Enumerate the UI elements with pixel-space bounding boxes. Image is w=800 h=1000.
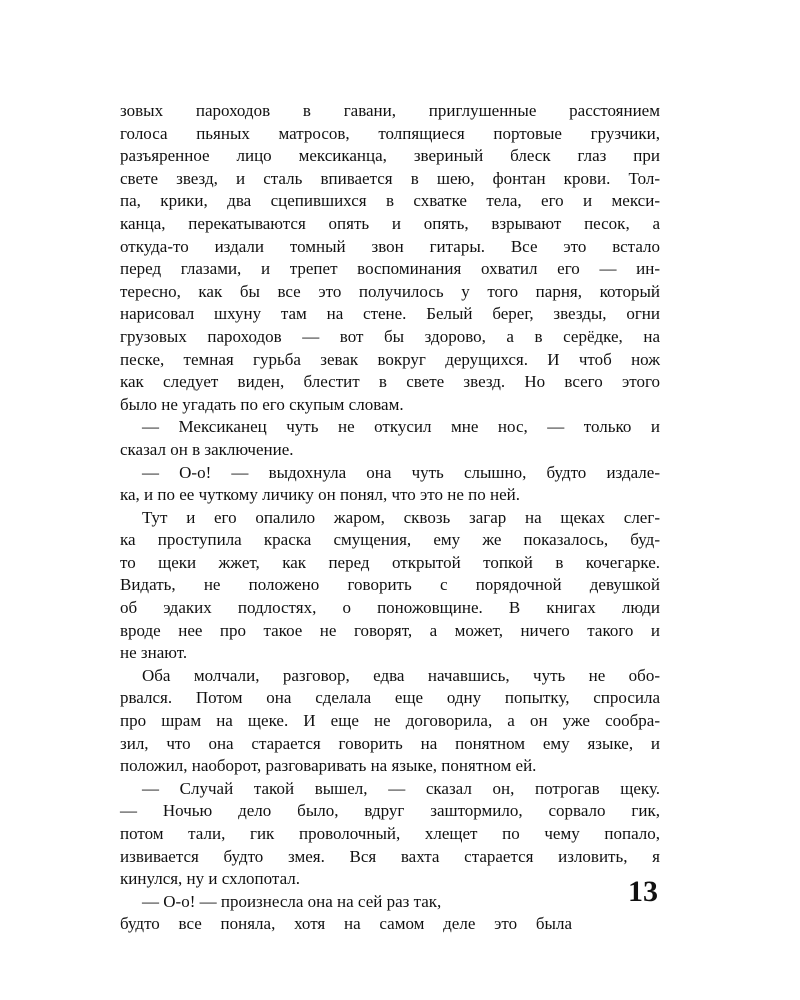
text-line: про шрам на щеке. И еще не договорила, а он уже сообра- — [120, 711, 660, 731]
text-line: — Ночью дело было, вдруг заштормило, сорвало гик, — [120, 801, 660, 821]
text-line: ка проступила краска смущения, ему же показалось, буд- — [120, 530, 660, 550]
text-line: положил, наоборот, разговаривать на языке, понятном ей. — [120, 756, 537, 776]
text-line: тересно, как бы все это получилось у того парня, который — [120, 281, 660, 301]
text-line: было не угадать по его скупым словам. — [120, 394, 404, 414]
text-line: извивается будто змея. Вся вахта старается изловить, я — [120, 846, 660, 866]
text-line: об эдаких подлостях, о поножовщине. В книгах люди — [120, 598, 660, 618]
text-line: перед глазами, и трепет воспоминания охватил его — ин- — [120, 259, 660, 279]
text-line: сказал он в заключение. — [120, 439, 294, 459]
text-line: то щеки жжет, как перед открытой топкой в кочегарке. — [120, 552, 660, 572]
text-line: зовых пароходов в гавани, приглушенные расстоянием — [120, 101, 660, 120]
text-line: па, крики, два сцепившихся в схватке тела, его и мекси- — [120, 191, 660, 211]
text-line: Оба молчали, разговор, едва начавшись, чуть не обо- — [142, 665, 660, 685]
text-line: зил, что она старается говорить на понятном ему языке, и — [120, 733, 660, 753]
text-line: откуда-то издали томный звон гитары. Все это встало — [120, 236, 660, 256]
text-line: канца, перекатываются опять и опять, взрывают песок, а — [120, 213, 660, 233]
text-line: Тут и его опалило жаром, сквозь загар на щеках слег- — [142, 507, 660, 527]
text-line: не знают. — [120, 643, 188, 663]
text-line: потом тали, гик проволочный, хлещет по чему попало, — [120, 824, 660, 843]
text-line: разъяренное лицо мексиканца, звериный блеск глаз при — [120, 146, 660, 166]
text-line: рвался. Потом она сделала еще одну попытку, спросила — [120, 688, 660, 708]
text-line: — О-о! — произнесла она на сей раз так, — [142, 891, 442, 911]
text-line: — Случай такой вышел, — сказал он, потрогав щеку. — [142, 778, 660, 798]
page-number: 13 — [628, 875, 658, 908]
text-line: нарисовал шхуну там на стене. Белый берег, звезды, огни — [120, 304, 660, 324]
text-line: грузовых пароходов — вот бы здорово, а в серёдке, на — [120, 326, 660, 346]
text-line: кинулся, ну и схлопотал. — [120, 869, 300, 889]
text-line: песке, темная гурьба зевак вокруг дерущихся. И чтоб нож — [120, 349, 660, 369]
text-line: как следует виден, блестит в свете звезд. Но всего этого — [120, 372, 660, 392]
text-line: Видать, не положено говорить с порядочной девушкой — [120, 575, 660, 595]
text-line: свете звезд, и сталь впивается в шею, фонтан крови. Тол- — [120, 168, 660, 188]
text-line: ка, и по ее чуткому личику он понял, что это не по ней. — [120, 485, 520, 505]
body-text — [120, 100, 660, 936]
text-line: — Мексиканец чуть не откусил мне нос, — только и — [142, 417, 660, 437]
text-line: вроде нее про такое не говорят, а может, ничего такого и — [120, 620, 660, 640]
text-line: — О-о! — выдохнула она чуть слышно, будто издале- — [142, 462, 660, 482]
text-line: голоса пьяных матросов, толпящиеся портовые грузчики, — [120, 123, 660, 143]
text-line: будто все поняла, хотя на самом деле это была — [120, 914, 572, 934]
